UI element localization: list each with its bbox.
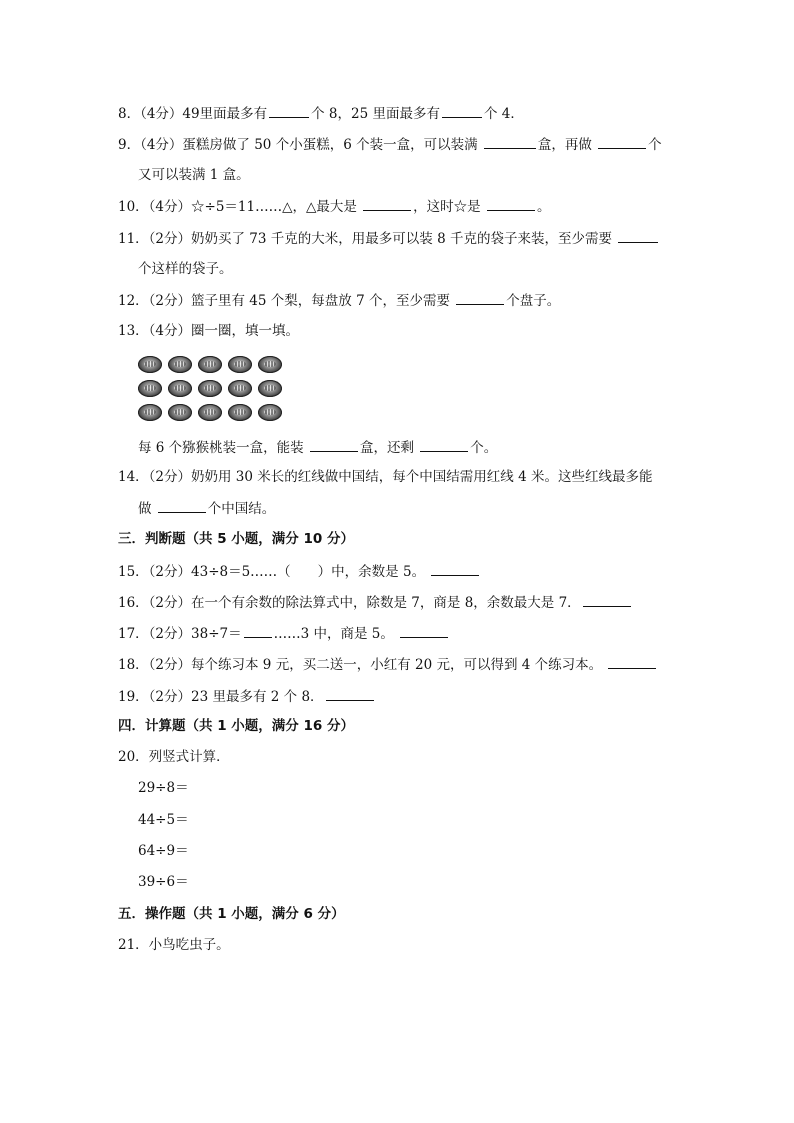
kiwi-icon: [168, 356, 192, 373]
answer-blank[interactable]: [363, 196, 411, 211]
answer-blank[interactable]: [269, 103, 309, 118]
question-16: 16．（2分）在一个有余数的除法算式中，除数是 7，商是 8，余数最大是 7．: [118, 592, 633, 613]
question-14: 14．（2分）奶奶用 30 米长的红线做中国结，每个中国结需用红线 4 米。这些红线最多能: [118, 469, 653, 485]
kiwi-icon: [168, 380, 192, 397]
calc-item: 44÷5＝: [138, 812, 189, 828]
kiwi-icon: [228, 356, 252, 373]
kiwi-icon: [228, 380, 252, 397]
answer-blank[interactable]: [598, 134, 646, 149]
section-5-heading: 五．操作题（共 1 小题，满分 6 分）: [118, 906, 345, 922]
question-18: 18．（2分）每个练习本 9 元，买二送一，小红有 20 元，可以得到 4 个练习本。: [118, 654, 658, 675]
section-3-heading: 三．判断题（共 5 小题，满分 10 分）: [118, 531, 354, 547]
answer-blank[interactable]: [244, 623, 272, 638]
question-14-cont: 做 个中国结。: [138, 498, 275, 519]
kiwi-icon: [138, 404, 162, 421]
question-19: 19．（2分）23 里最多有 2 个 8．: [118, 686, 376, 707]
calc-item: 64÷9＝: [138, 843, 189, 859]
kiwi-icon: [198, 380, 222, 397]
kiwi-icon: [258, 404, 282, 421]
question-10: 10．（4分）☆÷5＝11……△，△最大是 ，这时☆是 。: [118, 196, 550, 217]
answer-blank[interactable]: [618, 228, 658, 243]
answer-blank[interactable]: [583, 592, 631, 607]
answer-blank[interactable]: [326, 686, 374, 701]
answer-blank[interactable]: [456, 290, 504, 305]
kiwi-icon: [258, 380, 282, 397]
kiwi-icon: [198, 404, 222, 421]
kiwi-icon: [198, 356, 222, 373]
answer-blank[interactable]: [487, 196, 535, 211]
question-17: 17．（2分）38÷7＝ ……3 中，商是 5。: [118, 623, 450, 644]
section-4-heading: 四．计算题（共 1 小题，满分 16 分）: [118, 718, 354, 734]
question-8: 8．（4分）49里面最多有 个 8，25 里面最多有 个 4．: [118, 103, 524, 124]
question-13-fill: 每 6 个猕猴桃装一盒，能装 盒，还剩 个。: [138, 437, 497, 458]
question-20-title: 20．列竖式计算．: [118, 749, 230, 765]
question-21: 21．小鸟吃虫子。: [118, 937, 230, 953]
question-11-cont: 个这样的袋子。: [138, 261, 233, 277]
answer-blank[interactable]: [442, 103, 482, 118]
kiwi-icon: [258, 356, 282, 373]
answer-blank[interactable]: [420, 437, 468, 452]
kiwi-icon: [138, 380, 162, 397]
kiwi-icon: [138, 356, 162, 373]
calc-item: 39÷6＝: [138, 874, 189, 890]
kiwi-icon: [168, 404, 192, 421]
question-12: 12．（2分）篮子里有 45 个梨，每盘放 7 个，至少需要 个盘子。: [118, 290, 560, 311]
answer-blank[interactable]: [158, 498, 206, 513]
question-11: 11．（2分）奶奶买了 73 千克的大米，用最多可以装 8 千克的袋子来装，至少需要: [118, 228, 660, 249]
answer-blank[interactable]: [484, 134, 536, 149]
answer-blank[interactable]: [400, 623, 448, 638]
kiwi-image: [138, 356, 288, 422]
question-15: 15．（2分）43÷8＝5……（ ）中，余数是 5。: [118, 561, 481, 582]
calc-item: 29÷8＝: [138, 780, 189, 796]
answer-blank[interactable]: [608, 654, 656, 669]
question-13: 13．（4分）圈一圈，填一填。: [118, 323, 300, 339]
question-9-cont: 又可以装满 1 盒。: [138, 167, 250, 183]
answer-blank[interactable]: [431, 561, 479, 576]
answer-blank[interactable]: [310, 437, 358, 452]
kiwi-icon: [228, 404, 252, 421]
question-9: 9．（4分）蛋糕房做了 50 个小蛋糕，6 个装一盒，可以装满 盒，再做 个: [118, 134, 662, 155]
